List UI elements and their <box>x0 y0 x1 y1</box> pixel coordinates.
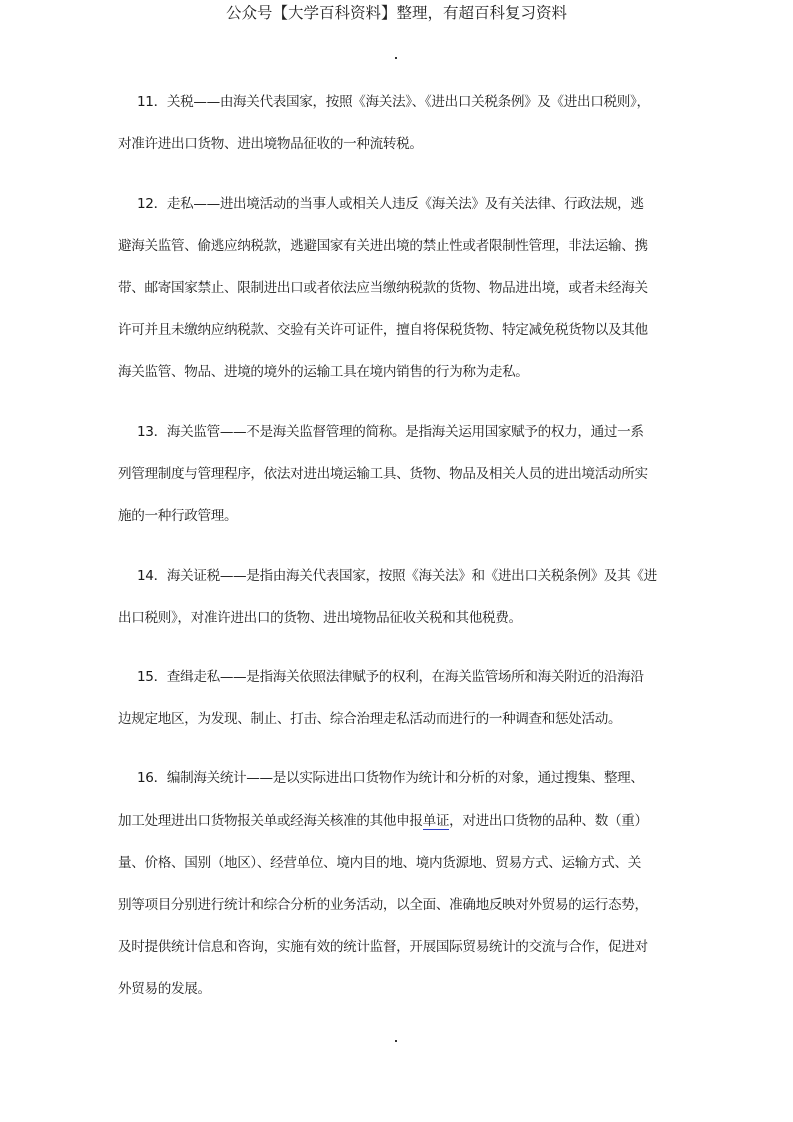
paragraph-line: 许可并且未缴纳应纳税款、交验有关许可证件，擅自将保税货物、特定减免税货物以及其他 <box>118 322 648 338</box>
paragraph-line: 外贸易的发展。 <box>118 981 211 997</box>
top-page-marker-text: . <box>394 49 399 60</box>
paragraph-line <box>118 811 688 831</box>
paragraph-line: 13．海关监管——不是海关监督管理的简称。是指海关运用国家赋予的权力，通过一系 <box>137 424 644 440</box>
paragraph-line: 边规定地区，为发现、制止、打击、综合治理走私活动而进行的一种调查和惩处活动。 <box>118 711 622 727</box>
paragraph-line: 海关监管、物品、进境的境外的运输工具在境内销售的行为称为走私。 <box>118 364 529 380</box>
paragraph-line: 16．编制海关统计——是以实际进出口货物作为统计和分析的对象，通过搜集、整理、 <box>137 770 644 786</box>
line-text: ，对进出口货物的品种、数（重） <box>449 813 648 829</box>
bottom-page-marker-text: . <box>394 1032 399 1043</box>
underlined-term: 单证 <box>422 813 450 829</box>
page-header: 公众号【大学百科资料】整理，有超百科复习资料 <box>225 4 567 22</box>
paragraph-line: 列管理制度与管理程序，依法对进出境运输工具、货物、物品及相关人员的进出境活动所实 <box>118 466 648 482</box>
paragraph-line: 出口税则》，对准许进出口的货物、进出境物品征收关税和其他税费。 <box>118 610 522 626</box>
paragraph-line: 施的一种行政管理。 <box>118 508 238 524</box>
paragraph-line: 量、价格、国别（地区）、经营单位、境内目的地、境内货源地、贸易方式、运输方式、关 <box>118 855 641 871</box>
paragraph-line: 11．关税——由海关代表国家，按照《海关法》、《进出口关税条例》及《进出口税则》， <box>137 94 650 110</box>
paragraph-line: 12．走私——进出境活动的当事人或相关人违反《海关法》及有关法律、行政法规，逃 <box>137 196 644 212</box>
paragraph-line: 及时提供统计信息和咨询，实施有效的统计监督，开展国际贸易统计的交流与合作，促进对 <box>118 939 648 955</box>
paragraph-line: 14．海关证税——是指由海关代表国家，按照《海关法》和《进出口关税条例》及其《进 <box>137 568 657 584</box>
paragraph-line: 对准许进出口货物、进出境物品征收的一种流转税。 <box>118 136 423 152</box>
paragraph-line: 避海关监管、偷逃应纳税款，逃避国家有关进出境的禁止性或者限制性管理，非法运输、携 <box>118 238 648 254</box>
paragraph-line: 15．查缉走私——是指海关依照法律赋予的权利，在海关监管场所和海关附近的沿海沿 <box>137 669 644 685</box>
paragraph-line: 带、邮寄国家禁止、限制进出口或者依法应当缴纳税款的货物、物品进出境，或者未经海关 <box>118 280 648 296</box>
line-text: 加工处理进出口货物报关单或经海关核准的其他申报 <box>118 813 423 829</box>
paragraph-line: 别等项目分别进行统计和综合分析的业务活动，以全面、准确地反映对外贸易的运行态势， <box>118 897 648 913</box>
